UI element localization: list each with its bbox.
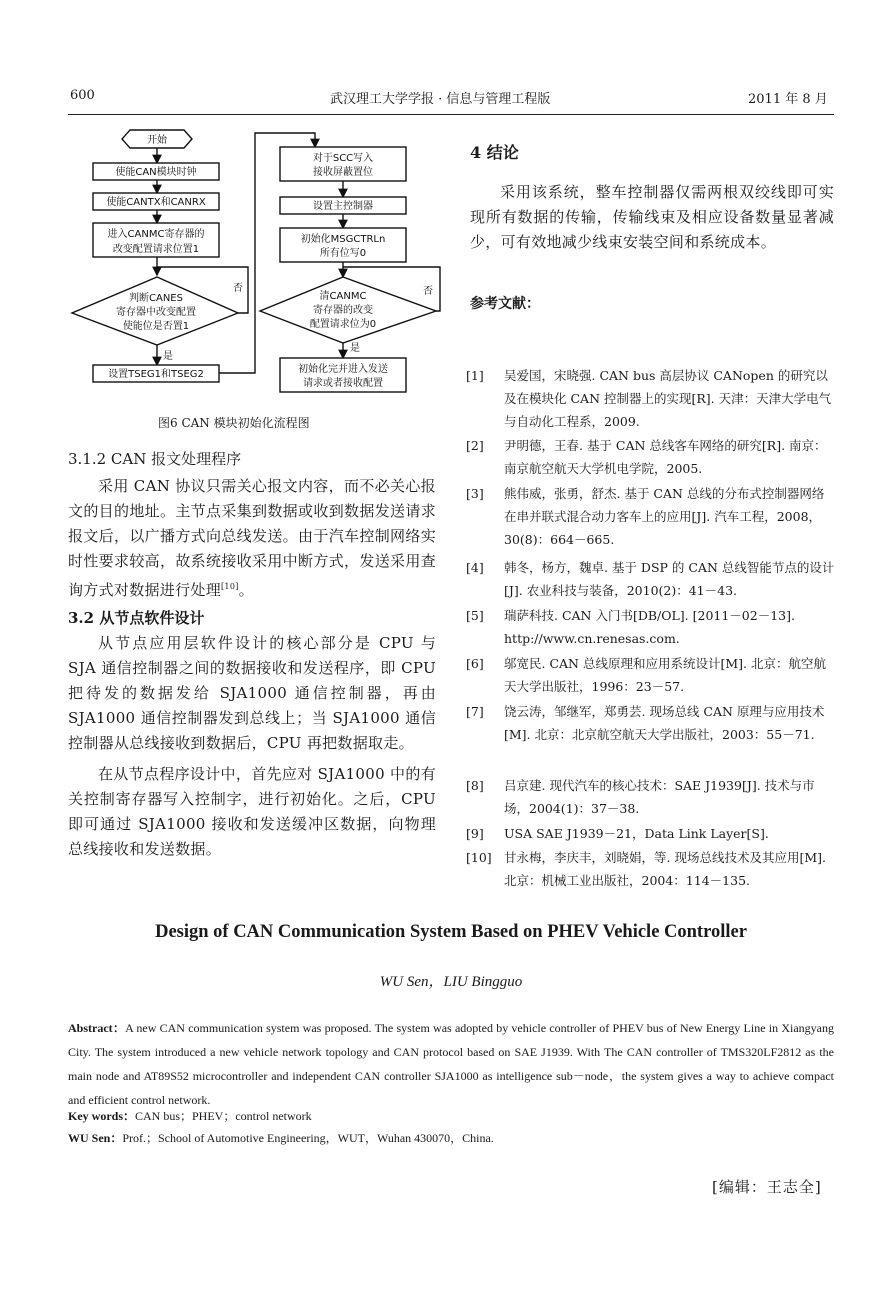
section-4-body: 采用该系统，整车控制器仅需两根双绞线即可实现所有数据的传输，传输线束及相应设备数量显著减少，可有效地减少线束安装空间和系统成本。 [470,183,834,251]
flow-step-3b: 改变配置请求位置1 [112,244,200,255]
flow-step-8a: 初始化完并进入发送 [298,364,388,375]
section-3-1-2-title: 3.1.2 CAN 报文处理程序 [68,450,242,468]
flow-decision-1b: 寄存器中改变配置 [116,307,196,318]
ref-text: 吴爱国，宋晓强. CAN bus 高层协议 CANopen 的研究以及在模块化 CAN 控制器上的实现[R]. 天津：天津大学电气与自动化工程系，2009. [504,368,832,429]
ref-item [466,774,836,820]
section-3-1-2-end: 。 [238,581,254,599]
ref-item [466,846,836,892]
flow-decision-1c: 使能位是否置1 [122,321,190,332]
flow-decision-2c: 配置请求位为0 [309,319,377,330]
flow-step-4: 设置TSEG1和TSEG2 [108,369,204,380]
author-label: WU Sen： [68,1131,123,1145]
ref-text: 饶云涛，邹继军，郑勇芸. 现场总线 CAN 原理与应用技术[M]. 北京：北京航空航天大学出版社，2003：55－71. [504,704,825,742]
section-3-2-para-2: 在从节点程序设计中，首先应对 SJA1000 中的有关控制寄存器写入控制字，进行初始化。之后，CPU 即可通过 SJA1000 接收和发送缓冲区数据，向物理总线接收和发送数据。 [68,765,436,858]
ref-number: [1] [466,368,484,383]
references-title: 参考文献： [470,296,540,312]
section-4-title: 4 结论 [470,143,519,162]
flow-decision-2b: 寄存器的改变 [313,305,373,316]
flow-step-3a: 进入CANMC寄存器的 [107,229,205,240]
flow-step-6: 设置主控制器 [313,201,373,212]
section-3-1-2-text: 采用 CAN 协议只需关心报文内容，而不必关心报文的目的地址。主节点采集到数据或收到数据发送请求报文后，以广播方式向总线发送。由于汽车控制网络实时性要求较高，故系统接收采用中断方式，发送采用查询方式对数据进行处理 [68,477,436,599]
ref-text: 熊伟威，张勇，舒杰. 基于 CAN 总线的分布式控制器网络在串并联式混合动力客车上的应用[J]. 汽车工程，2008，30(8)：664－665. [504,486,825,547]
ref-text: 尹明德，王春. 基于 CAN 总线客车网络的研究[R]. 南京：南京航空航天大学机电学院，2005. [504,438,827,476]
left-column [68,446,436,862]
ref-number: [8] [466,778,484,793]
header-rule [68,114,834,115]
section-3-1-2-body [68,474,436,603]
ref-item [466,482,836,551]
ref-text: 邬宽民. CAN 总线原理和应用系统设计[M]. 北京：航空航天大学出版社，1996：23－57. [504,656,826,694]
english-abstract [68,1016,834,1112]
ref-number: [6] [466,656,484,671]
english-author-info [68,1128,834,1148]
abstract-text: A new CAN communication system was proposed. The system was adopted by vehicle controller of PHEV bus of New Energy Line in Xiangyang City. The system introduced a new vehicle network topology and CAN protocol based on SAE J1939. With The CAN controller of TMS320LF2812 as the main node and AT89S52 microcontroller and independent CAN controller SJA1000 as intelligence sub－node，the system gives a way to achieve compact and efficient control network. [68,1021,834,1107]
section-3-2-title: 3.2 从节点软件设计 [68,609,205,627]
ref-number: [4] [466,560,484,575]
page-number: 600 [70,88,95,103]
citation-10: [10] [221,582,239,591]
abstract-label: Abstract： [68,1021,126,1035]
flow-step-5b: 接收屏蔽置位 [313,167,373,178]
ref-item [466,652,836,698]
ref-text: 瑞萨科技. CAN 入门书[DB/OL]. [2011－02－13]. http://www.cn.renesas.com. [504,608,795,646]
start-label: 开始 [147,135,167,146]
flow-decision-2a: 清CANMC [319,291,367,302]
ref-text: 吕京建. 现代汽车的核心技术：SAE J1939[J]. 技术与市场，2004(1)：37－38. [504,778,815,816]
ref-number: [3] [466,486,484,501]
flow-decision-1a: 判断CANES [129,293,183,304]
flow-step-7a: 初始化MSGCTRLn [300,234,386,245]
no-label-2: 否 [423,286,433,297]
ref-number: [5] [466,608,484,623]
flow-step-2: 使能CANTX和CANRX [106,197,206,208]
ref-number: [10] [466,850,492,865]
ref-number: [7] [466,704,484,719]
figure-caption: 图6 CAN 模块初始化流程图 [158,416,310,430]
ref-text: USA SAE J1939－21，Data Link Layer[S]. [504,826,769,841]
ref-text: 甘永梅，李庆丰，刘晓娟，等. 现场总线技术及其应用[M]. 北京：机械工业出版社，2004：114－135. [504,850,826,888]
section-3-2-para-1: 从节点应用层软件设计的核心部分是 CPU 与 SJA 通信控制器之间的数据接收和发送程序，即 CPU 把待发的数据发给 SJA1000 通信控制器，再由 SJA1000 通信控制器发到总线上；当 SJA1000 通信控制器从总线接收到数据后，CPU 再把数据取走。 [68,634,436,752]
ref-item [466,434,836,480]
flow-step-8b: 请求或者接收配置 [303,378,383,389]
ref-number: [9] [466,826,484,841]
ref-item [466,556,836,602]
yes-label-1: 是 [163,351,173,362]
flow-step-1: 使能CAN模块时钟 [115,167,197,178]
ref-text: 韩冬，杨方，魏卓. 基于 DSP 的 CAN 总线智能节点的设计[J]. 农业科技与装备，2010(2)：41－43. [504,560,835,598]
ref-item [466,700,836,746]
keywords-text: CAN bus；PHEV；control network [135,1109,312,1123]
journal-name: 武汉理工大学学报 · 信息与管理工程版 [330,92,551,107]
flowchart [60,125,450,400]
ref-item [466,604,836,650]
english-authors: WU Sen，LIU Bingguo [379,974,523,990]
yes-label-2: 是 [350,343,360,354]
right-column [470,140,834,317]
english-keywords [68,1106,834,1126]
editor-note: [编辑：王志全] [712,1178,822,1196]
no-label-1: 否 [233,283,243,294]
english-title: Design of CAN Communication System Based on PHEV Vehicle Controller [155,922,747,942]
flow-step-5a: 对于SCC写入 [312,153,374,164]
issue-date: 2011 年 8 月 [748,92,828,107]
ref-item [466,364,836,433]
ref-item [466,822,836,845]
flow-step-7b: 所有位写0 [319,248,367,259]
keywords-label: Key words： [68,1109,135,1123]
ref-number: [2] [466,438,484,453]
author-info-text: Prof.；School of Automotive Engineering，WUT，Wuhan 430070，China. [122,1131,494,1145]
